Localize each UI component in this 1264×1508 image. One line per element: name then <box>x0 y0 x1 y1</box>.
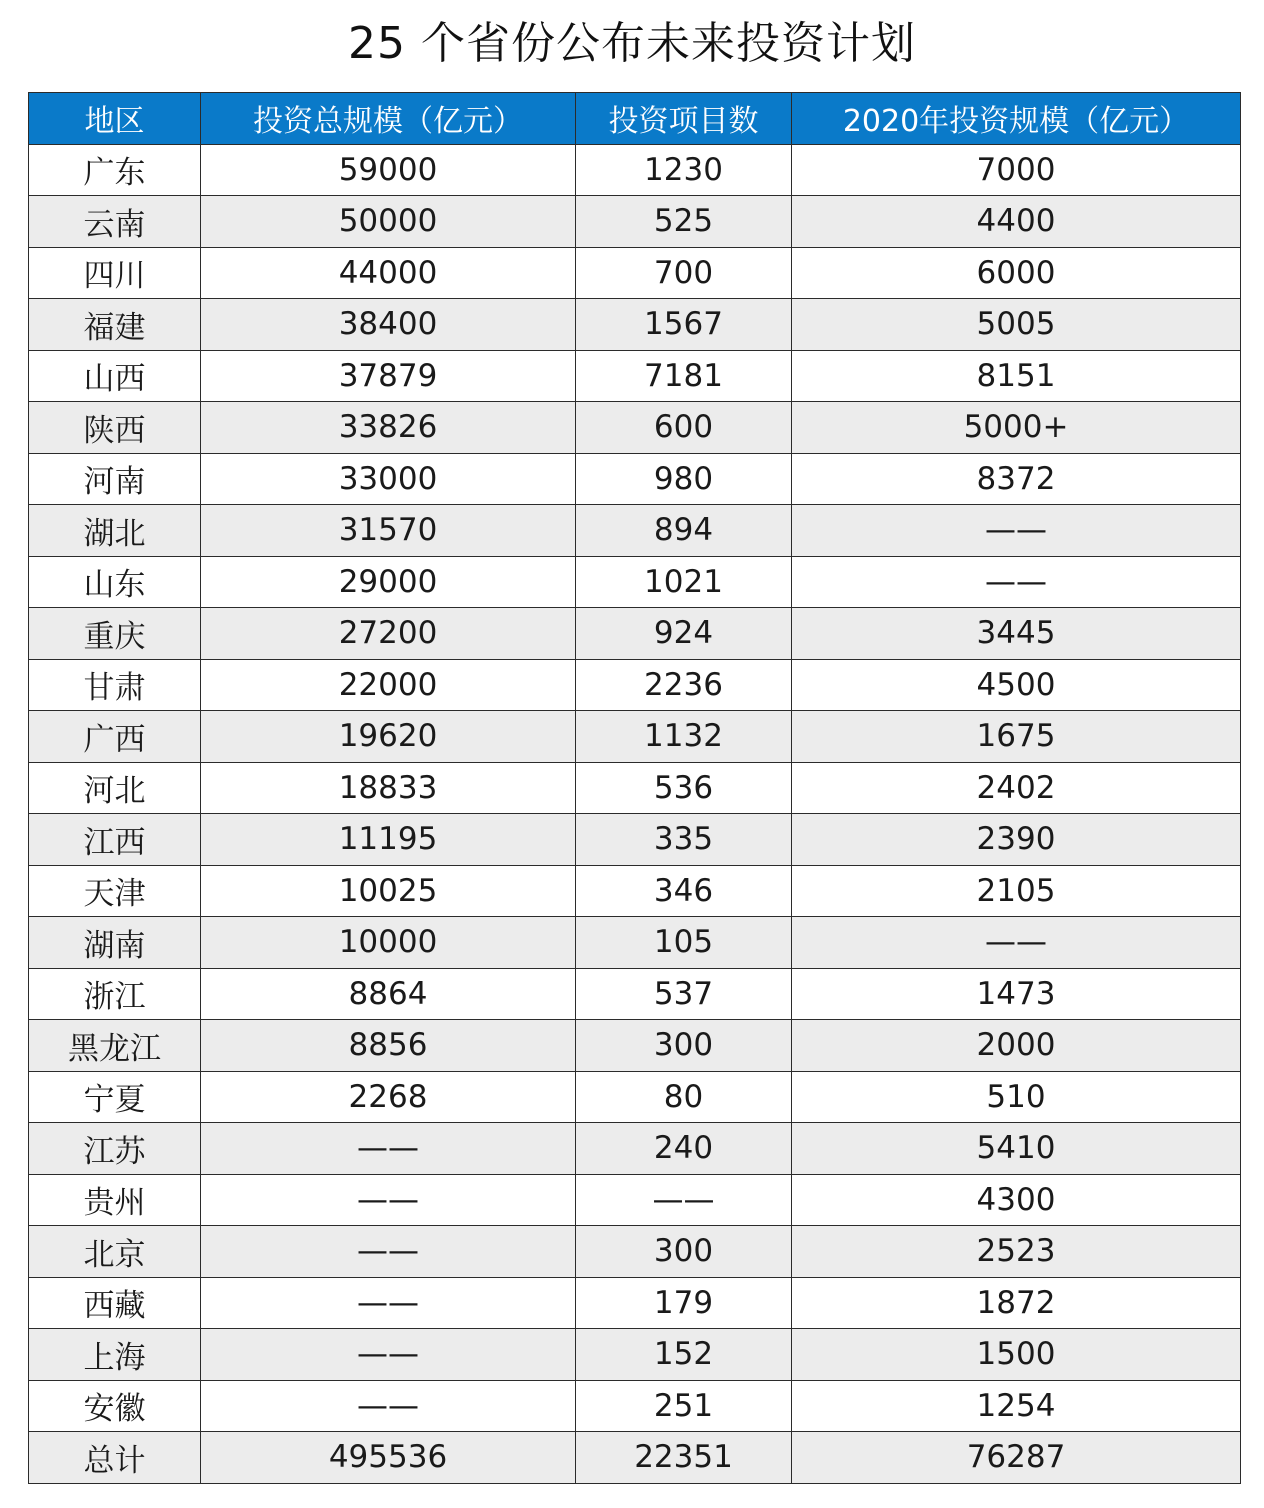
total-investment-cell: 8856 <box>201 1020 576 1072</box>
project-count-cell: 105 <box>576 917 792 969</box>
region-cell: 河南 <box>29 453 201 505</box>
investment-2020-cell: 510 <box>792 1071 1241 1123</box>
region-cell: 广东 <box>29 144 201 196</box>
table-row <box>29 402 1241 454</box>
project-count-cell: 537 <box>576 968 792 1020</box>
investment-2020-cell: 1500 <box>792 1329 1241 1381</box>
project-count-cell: 980 <box>576 453 792 505</box>
total-investment-cell: 44000 <box>201 247 576 299</box>
investment-2020-cell: 4400 <box>792 196 1241 248</box>
project-count-cell: 179 <box>576 1277 792 1329</box>
region-cell: 浙江 <box>29 968 201 1020</box>
total-investment-cell: 19620 <box>201 711 576 763</box>
total-investment-cell: 38400 <box>201 299 576 351</box>
region-cell: 天津 <box>29 865 201 917</box>
table-row <box>29 1277 1241 1329</box>
table-row <box>29 196 1241 248</box>
project-count-cell: 152 <box>576 1329 792 1381</box>
investment-2020-cell: 5410 <box>792 1123 1241 1175</box>
table-row <box>29 1380 1241 1432</box>
investment-2020-cell: 4500 <box>792 659 1241 711</box>
investment-2020-cell: 6000 <box>792 247 1241 299</box>
project-count-cell: 894 <box>576 505 792 557</box>
total-investment-cell: 33826 <box>201 402 576 454</box>
table-row <box>29 1226 1241 1278</box>
investment-2020-cell: 2402 <box>792 762 1241 814</box>
total-investment-cell: 8864 <box>201 968 576 1020</box>
project-count-cell: 1021 <box>576 556 792 608</box>
total-investment-cell: —— <box>201 1277 576 1329</box>
total-row <box>29 1432 1241 1484</box>
investment-2020-cell: 2523 <box>792 1226 1241 1278</box>
table-row <box>29 144 1241 196</box>
project-count-cell: 80 <box>576 1071 792 1123</box>
project-count-cell: 924 <box>576 608 792 660</box>
total-investment-cell: 10025 <box>201 865 576 917</box>
investment-2020-cell: —— <box>792 556 1241 608</box>
table-row <box>29 608 1241 660</box>
investment-2020-cell: 4300 <box>792 1174 1241 1226</box>
investment-2020-cell: 5000+ <box>792 402 1241 454</box>
table-row <box>29 659 1241 711</box>
total-investment-cell: 29000 <box>201 556 576 608</box>
investment-2020-cell: 3445 <box>792 608 1241 660</box>
region-cell: 贵州 <box>29 1174 201 1226</box>
table-row <box>29 299 1241 351</box>
total-investment-cell: 37879 <box>201 350 576 402</box>
region-cell: 重庆 <box>29 608 201 660</box>
table-row <box>29 350 1241 402</box>
region-cell: 广西 <box>29 711 201 763</box>
investment-2020-cell: 1675 <box>792 711 1241 763</box>
project-count-cell: 300 <box>576 1226 792 1278</box>
total-investment-cell: —— <box>201 1380 576 1432</box>
region-cell: 总计 <box>29 1432 201 1484</box>
project-count-cell: 346 <box>576 865 792 917</box>
project-count-cell: 536 <box>576 762 792 814</box>
project-count-cell: —— <box>576 1174 792 1226</box>
region-cell: 安徽 <box>29 1380 201 1432</box>
table-row <box>29 762 1241 814</box>
table-row <box>29 865 1241 917</box>
region-cell: 上海 <box>29 1329 201 1381</box>
investment-2020-cell: 7000 <box>792 144 1241 196</box>
investment-table <box>28 92 1241 1484</box>
table-row <box>29 814 1241 866</box>
table-row <box>29 711 1241 763</box>
region-cell: 甘肃 <box>29 659 201 711</box>
investment-2020-cell: 1872 <box>792 1277 1241 1329</box>
investment-2020-cell: 2105 <box>792 865 1241 917</box>
project-count-cell: 240 <box>576 1123 792 1175</box>
region-cell: 西藏 <box>29 1277 201 1329</box>
table-row <box>29 968 1241 1020</box>
total-investment-cell: 10000 <box>201 917 576 969</box>
region-cell: 湖北 <box>29 505 201 557</box>
region-cell: 河北 <box>29 762 201 814</box>
project-count-cell: 22351 <box>576 1432 792 1484</box>
table-body <box>29 144 1241 1483</box>
investment-2020-cell: —— <box>792 917 1241 969</box>
region-cell: 江西 <box>29 814 201 866</box>
total-investment-cell: 50000 <box>201 196 576 248</box>
table-row <box>29 1174 1241 1226</box>
region-cell: 山西 <box>29 350 201 402</box>
project-count-cell: 300 <box>576 1020 792 1072</box>
project-count-cell: 251 <box>576 1380 792 1432</box>
total-investment-cell: —— <box>201 1123 576 1175</box>
total-investment-cell: 27200 <box>201 608 576 660</box>
table-row <box>29 505 1241 557</box>
table-row <box>29 917 1241 969</box>
total-investment-cell: —— <box>201 1226 576 1278</box>
investment-2020-cell: —— <box>792 505 1241 557</box>
total-investment-cell: 11195 <box>201 814 576 866</box>
region-cell: 云南 <box>29 196 201 248</box>
total-investment-cell: —— <box>201 1174 576 1226</box>
investment-2020-cell: 2390 <box>792 814 1241 866</box>
project-count-cell: 2236 <box>576 659 792 711</box>
region-cell: 黑龙江 <box>29 1020 201 1072</box>
investment-2020-cell: 1473 <box>792 968 1241 1020</box>
investment-2020-cell: 2000 <box>792 1020 1241 1072</box>
total-investment-cell: 33000 <box>201 453 576 505</box>
total-investment-cell: 2268 <box>201 1071 576 1123</box>
column-header-region: 地区 <box>29 93 201 145</box>
column-header-2020-investment: 2020年投资规模（亿元） <box>792 93 1241 145</box>
project-count-cell: 1230 <box>576 144 792 196</box>
project-count-cell: 1567 <box>576 299 792 351</box>
region-cell: 四川 <box>29 247 201 299</box>
total-investment-cell: 22000 <box>201 659 576 711</box>
total-investment-cell: —— <box>201 1329 576 1381</box>
total-investment-cell: 59000 <box>201 144 576 196</box>
region-cell: 福建 <box>29 299 201 351</box>
project-count-cell: 335 <box>576 814 792 866</box>
region-cell: 北京 <box>29 1226 201 1278</box>
column-header-project-count: 投资项目数 <box>576 93 792 145</box>
table-row <box>29 556 1241 608</box>
table-header <box>29 93 1241 145</box>
project-count-cell: 700 <box>576 247 792 299</box>
total-investment-cell: 18833 <box>201 762 576 814</box>
total-investment-cell: 31570 <box>201 505 576 557</box>
project-count-cell: 525 <box>576 196 792 248</box>
region-cell: 山东 <box>29 556 201 608</box>
investment-2020-cell: 1254 <box>792 1380 1241 1432</box>
region-cell: 江苏 <box>29 1123 201 1175</box>
header-row <box>29 93 1241 145</box>
total-investment-cell: 495536 <box>201 1432 576 1484</box>
project-count-cell: 1132 <box>576 711 792 763</box>
column-header-total-investment: 投资总规模（亿元） <box>201 93 576 145</box>
table-row <box>29 247 1241 299</box>
page-title: 25 个省份公布未来投资计划 <box>348 18 916 69</box>
project-count-cell: 600 <box>576 402 792 454</box>
region-cell: 陕西 <box>29 402 201 454</box>
table-row <box>29 1071 1241 1123</box>
region-cell: 宁夏 <box>29 1071 201 1123</box>
investment-2020-cell: 76287 <box>792 1432 1241 1484</box>
table-row <box>29 1123 1241 1175</box>
investment-2020-cell: 5005 <box>792 299 1241 351</box>
project-count-cell: 7181 <box>576 350 792 402</box>
table-row <box>29 1020 1241 1072</box>
investment-2020-cell: 8372 <box>792 453 1241 505</box>
table-row <box>29 453 1241 505</box>
region-cell: 湖南 <box>29 917 201 969</box>
investment-2020-cell: 8151 <box>792 350 1241 402</box>
table-row <box>29 1329 1241 1381</box>
